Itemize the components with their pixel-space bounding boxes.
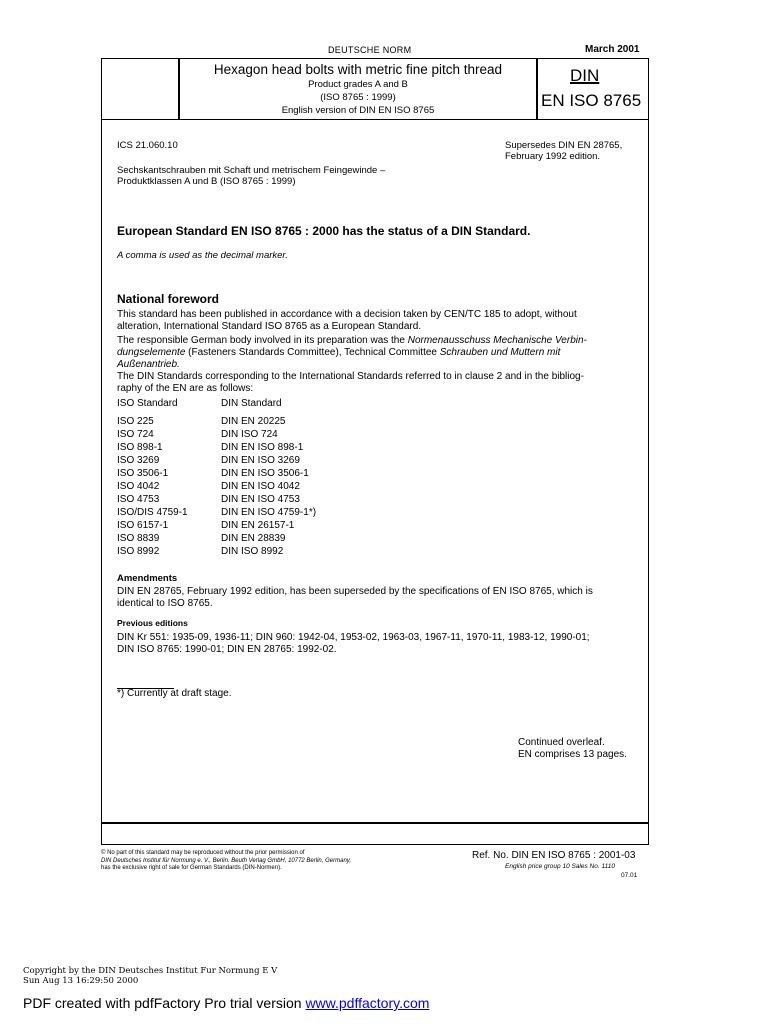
- status-heading: European Standard EN ISO 8765 : 2000 has the status of a DIN Standard.: [117, 224, 531, 238]
- english-version: English version of DIN EN ISO 8765: [281, 105, 435, 116]
- document-title: Hexagon head bolts with metric fine pitch thread: [213, 62, 503, 77]
- foreword-para-1-line-1: This standard has been published in accordance with a decision taken by CEN/TC 185 to adopt, without: [117, 309, 577, 320]
- german-title-line-2: Produktklassen A und B (ISO 8765 : 1999): [117, 176, 296, 187]
- amendments-heading: Amendments: [117, 573, 178, 584]
- pdf-creator-note: [23, 995, 429, 1011]
- previous-editions-line-1: DIN Kr 551: 1935-09, 1936-11; DIN 960: 1942-04, 1953-02, 1963-03, 1967-11, 1970-11, 1983-12, 1990-01;: [117, 632, 590, 643]
- price-group: English price group 10 Sales No. 1110: [505, 863, 615, 870]
- table-row-din: DIN EN ISO 4042: [221, 481, 300, 492]
- table-header-iso: ISO Standard: [117, 398, 178, 409]
- foreword-para-3-line-1: The DIN Standards corresponding to the International Standards referred to in clause 2 and in the bibliog-: [117, 371, 584, 382]
- decimal-marker-note: A comma is used as the decimal marker.: [117, 250, 288, 261]
- supersedes-line-2: February 1992 edition.: [505, 151, 601, 162]
- table-row-iso: ISO 8839: [117, 533, 160, 544]
- table-header-din: DIN Standard: [221, 398, 282, 409]
- table-row-iso: ISO 4753: [117, 494, 160, 505]
- foreword-para-2-line-3: Außenantrieb.: [117, 359, 180, 370]
- copyright-line-3: has the exclusive right of sale for German Standards (DIN-Normen).: [101, 865, 282, 871]
- table-row-iso: ISO/DIS 4759-1: [117, 507, 188, 518]
- copyright-stamp-line-2: Sun Aug 13 16:29:50 2000: [23, 976, 139, 986]
- copyright-stamp: [23, 966, 277, 986]
- standard-number: EN ISO 8765: [541, 91, 642, 110]
- previous-editions-heading: Previous editions: [117, 618, 188, 628]
- table-row-iso: ISO 4042: [117, 481, 160, 492]
- national-foreword-heading: National foreword: [117, 292, 220, 306]
- table-row-din: DIN EN ISO 4753: [221, 494, 300, 505]
- copyright-line-2: DIN Deutsches Institut für Normung e. V., Berlin. Beuth Verlag GmbH, 10772 Berlin, Germany,: [101, 857, 351, 864]
- table-row-iso: ISO 3506-1: [117, 468, 169, 479]
- edition-code: 07.01: [621, 872, 638, 879]
- footer-separator: [101, 822, 649, 824]
- page-count: EN comprises 13 pages.: [518, 749, 627, 760]
- foreword-para-2-line-1: The responsible German body involved in its preparation was the Normenausschuss Mechanische Verbin-: [117, 335, 587, 346]
- table-row-din: DIN ISO 724: [221, 429, 278, 440]
- din-logo: DIN: [570, 66, 600, 85]
- table-row-din: DIN EN ISO 3506-1: [221, 468, 309, 479]
- copyright-line-1: © No part of this standard may be reproduced without the prior permission of: [101, 850, 305, 856]
- previous-editions-line-2: DIN ISO 8765: 1990-01; DIN EN 28765: 1992-02.: [117, 644, 337, 655]
- table-row-iso: ISO 6157-1: [117, 520, 169, 531]
- footnote: *) Currently at draft stage.: [117, 688, 232, 699]
- product-grades: Product grades A and B: [308, 79, 408, 90]
- continued-overleaf: Continued overleaf.: [518, 737, 605, 748]
- table-row-iso: ISO 898-1: [117, 442, 163, 453]
- table-row-din: DIN EN ISO 898-1: [221, 442, 304, 453]
- table-row-din: DIN EN 20225: [221, 416, 286, 427]
- foreword-para-2-line-2: dungselemente (Fasteners Standards Committee), Technical Committee Schrauben und Muttern mit: [117, 347, 561, 358]
- copyright-notice: [101, 850, 431, 873]
- table-row-din: DIN EN 26157-1: [221, 520, 295, 531]
- table-row-iso: ISO 225: [117, 416, 154, 427]
- table-row-din: DIN ISO 8992: [221, 546, 284, 557]
- german-title-line-1: Sechskantschrauben mit Schaft und metrischem Feingewinde –: [117, 165, 386, 176]
- table-row-iso: ISO 3269: [117, 455, 160, 466]
- table-row-din: DIN EN ISO 3269: [221, 455, 300, 466]
- table-row-iso: ISO 724: [117, 429, 154, 440]
- foreword-para-1-line-2: alteration, International Standard ISO 8765 as a European Standard.: [117, 321, 422, 332]
- table-row-iso: ISO 8992: [117, 546, 160, 557]
- table-row-din: DIN EN ISO 4759-1*): [221, 507, 317, 518]
- pdffactory-link[interactable]: www.pdffactory.com: [305, 995, 430, 1011]
- iso-reference: (ISO 8765 : 1999): [320, 92, 396, 103]
- deutsche-norm-label: DEUTSCHE NORM: [328, 45, 412, 55]
- ics-code: ICS 21.060.10: [117, 140, 178, 151]
- reference-number: Ref. No. DIN EN ISO 8765 : 2001-03: [472, 850, 636, 861]
- foreword-para-3-line-2: raphy of the EN are as follows:: [117, 383, 254, 394]
- amendments-line-1: DIN EN 28765, February 1992 edition, has been superseded by the specifications of EN ISO 8765, which is: [117, 586, 593, 597]
- title-divider-right: [536, 58, 538, 120]
- issue-date: March 2001: [585, 44, 640, 55]
- table-row-din: DIN EN 28839: [221, 533, 286, 544]
- supersedes-line-1: Supersedes DIN EN 28765,: [505, 140, 623, 151]
- pdf-creator-text: PDF created with pdfFactory Pro trial version: [23, 995, 306, 1011]
- copyright-stamp-line-1: Copyright by the DIN Deutsches Institut Fur Normung E V: [23, 966, 278, 976]
- amendments-line-2: identical to ISO 8765.: [117, 598, 213, 609]
